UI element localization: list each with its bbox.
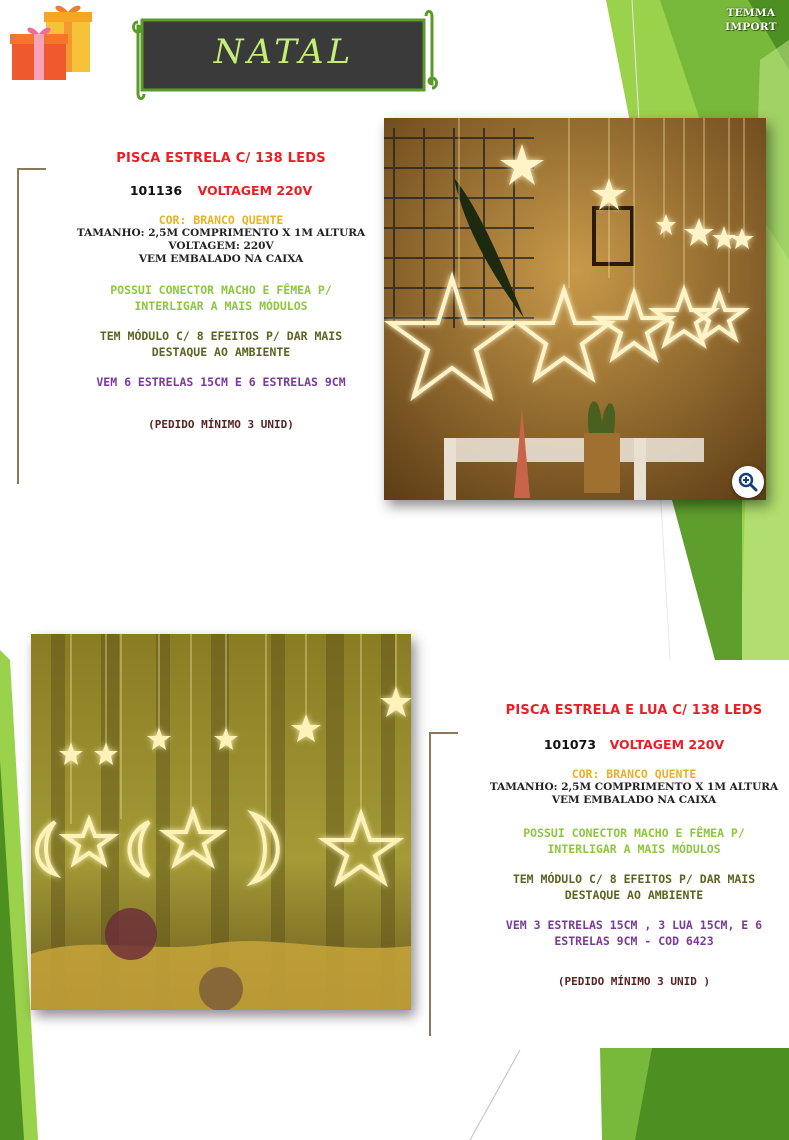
product1-minimum: (PEDIDO MÍNIMO 3 UNID) (148, 418, 294, 431)
product1-package: VEM EMBALADO NA CAIXA (138, 253, 304, 265)
product2-stars-line2: ESTRELAS 9CM - COD 6423 (554, 934, 714, 948)
product1-code: 101136 (129, 183, 183, 198)
product2-package: VEM EMBALADO NA CAIXA (551, 794, 717, 806)
product1-module-line1: TEM MÓDULO C/ 8 EFEITOS P/ DAR MAIS (99, 329, 343, 343)
star-moon-curtain-lights-image (31, 634, 411, 1010)
star-curtain-lights-image (384, 118, 766, 500)
zoom-button[interactable] (732, 466, 764, 498)
product1-voltage-label: VOLTAGEM 220V (197, 183, 313, 198)
product1-connector-line2: INTERLIGAR A MAIS MÓDULOS (134, 299, 308, 313)
product2-connector-line1: POSSUI CONECTOR MACHO E FÊMEA P/ (523, 826, 745, 840)
product1-code-row (56, 180, 386, 199)
product2-stars-line1: VEM 3 ESTRELAS 15CM , 3 LUA 15CM, E 6 (505, 918, 763, 932)
brand-name-line2: IMPORT (725, 21, 777, 33)
product2-bracket (426, 730, 460, 1040)
product2-module-line1: TEM MÓDULO C/ 8 EFEITOS P/ DAR MAIS (512, 872, 756, 886)
product2-module-line2: DESTAQUE AO AMBIENTE (564, 888, 704, 902)
product1-details (56, 151, 386, 431)
product2-photo[interactable] (31, 634, 411, 1010)
product2-connector-line2: INTERLIGAR A MAIS MÓDULOS (547, 842, 721, 856)
product2-code: 101073 (543, 737, 597, 752)
product2-title: PISCA ESTRELA E LUA C/ 138 LEDS (505, 703, 763, 718)
product2-size: TAMANHO: 2,5M COMPRIMENTO X 1M ALTURA (489, 781, 779, 793)
product1-bracket (14, 166, 48, 488)
brand-logo (718, 6, 784, 42)
product1-size: TAMANHO: 2,5M COMPRIMENTO X 1M ALTURA (76, 227, 366, 239)
product2-color: COR: BRANCO QUENTE (571, 767, 697, 781)
product1-photo[interactable] (384, 118, 766, 500)
brand-name-line1: TEMMA (726, 7, 776, 19)
product1-title: PISCA ESTRELA C/ 138 LEDS (116, 151, 326, 166)
product1-stars: VEM 6 ESTRELAS 15CM E 6 ESTRELAS 9CM (96, 375, 346, 389)
zoom-in-icon (732, 466, 764, 498)
gift-boxes-icon (10, 2, 94, 82)
product2-voltage-label: VOLTAGEM 220V (609, 737, 725, 752)
product2-minimum: (PEDIDO MÍNIMO 3 UNID ) (557, 975, 711, 988)
product1-voltage: VOLTAGEM: 220V (168, 240, 274, 252)
product2-code-row (460, 734, 789, 753)
product1-color: COR: BRANCO QUENTE (158, 213, 284, 227)
page-title: NATAL (213, 32, 355, 72)
product1-connector-line1: POSSUI CONECTOR MACHO E FÊMEA P/ (110, 283, 332, 297)
product2-details (460, 703, 789, 988)
product1-module-line2: DESTAQUE AO AMBIENTE (151, 345, 291, 359)
